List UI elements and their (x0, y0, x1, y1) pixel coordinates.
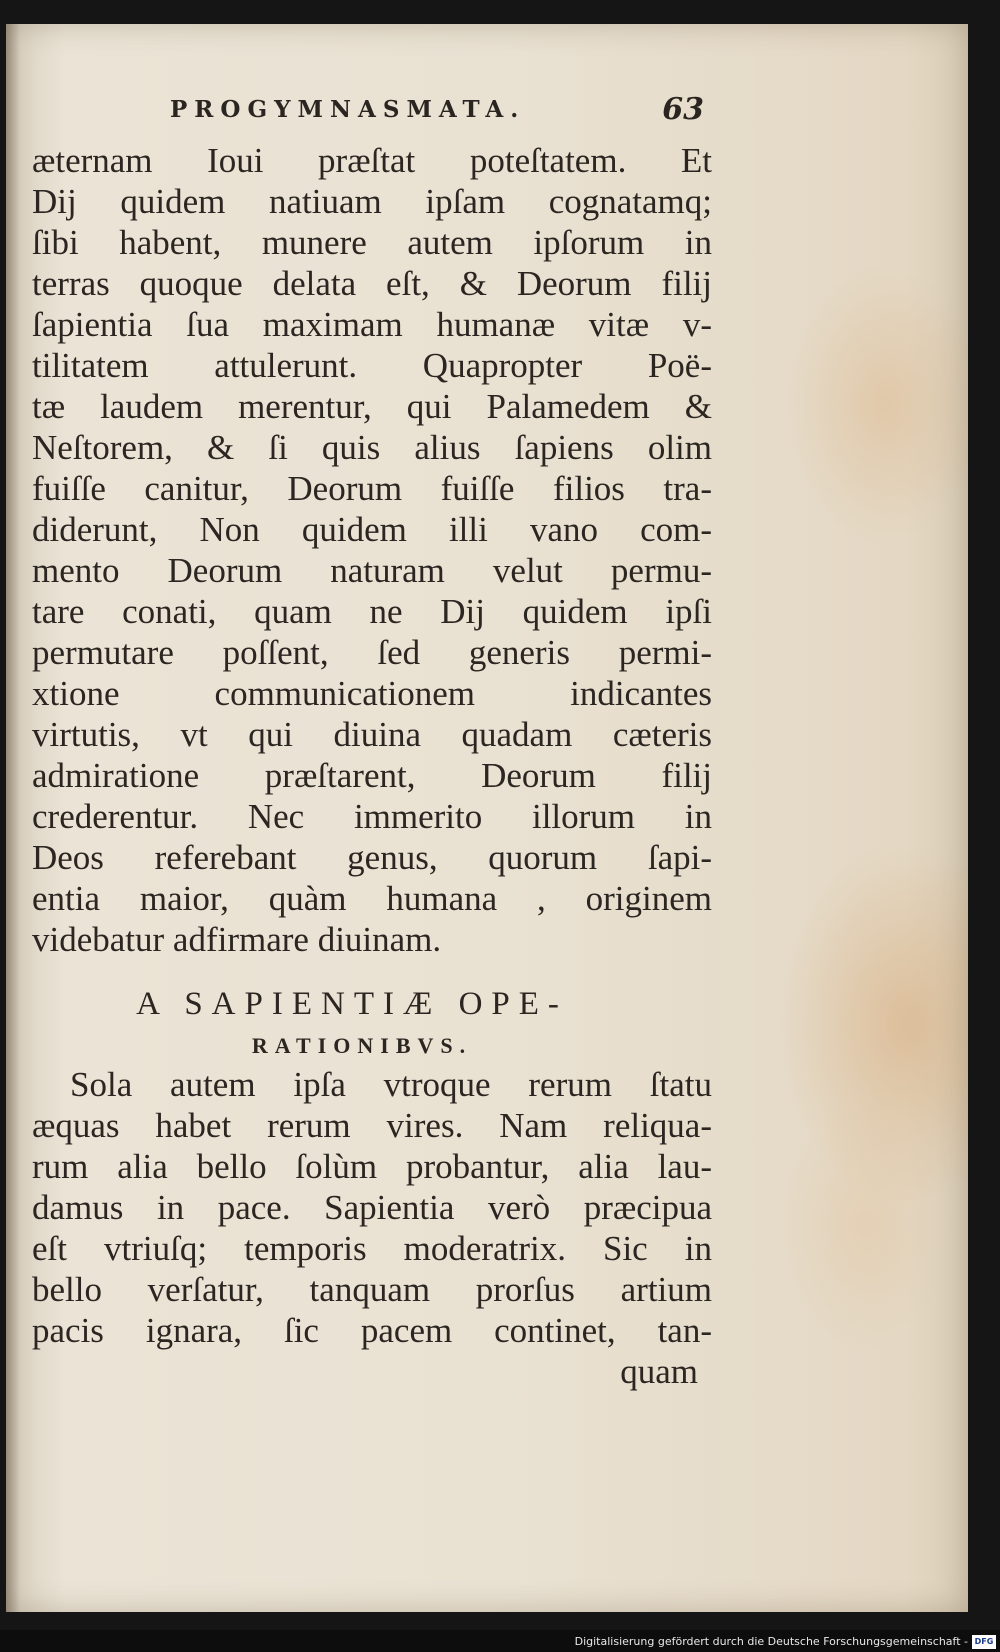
footer-bar (0, 1630, 1000, 1652)
text-line: virtutis, vt qui diuina quadam cæteris (32, 715, 712, 754)
text-line: xtione communicationem indicantes (32, 674, 712, 713)
text-line: ſibi habent, munere autem ipſorum in (32, 223, 712, 262)
text-line: bello verſatur, tanquam prorſus artium (32, 1270, 712, 1309)
running-head (170, 92, 730, 130)
text-line: permutare poſſent, ſed generis permi- (32, 633, 712, 672)
text-line: æquas habet rerum vires. Nam reliqua- (32, 1106, 712, 1145)
text-line: Neſtorem, & ſi quis alius ſapiens olim (32, 428, 712, 467)
dfg-logo-icon: DFG (972, 1635, 996, 1649)
text-line: videbatur adfirmare diuinam. (32, 920, 442, 959)
text-line: tæ laudem merentur, qui Palamedem & (32, 387, 712, 426)
text-line: mento Deorum naturam velut permu- (32, 551, 712, 590)
text-line: Sola autem ipſa vtroque rerum ſtatu (70, 1065, 712, 1104)
text-line: Dij quidem natiuam ipſam cognatamq; (32, 182, 712, 221)
text-line: damus in pace. Sapientia verò præcipua (32, 1188, 712, 1227)
running-head-title: PROGYMNASMATA. (170, 96, 526, 123)
funding-credit: Digitalisierung gefördert durch die Deutsche Forschungsgemeinschaft - (574, 1635, 968, 1648)
catchword: quam (620, 1352, 698, 1391)
text-line: tilitatem attulerunt. Quapropter Poë- (32, 346, 712, 385)
page-number: 63 (662, 92, 704, 127)
text-line: admiratione præſtarent, Deorum filij (32, 756, 712, 795)
text-line: diderunt, Non quidem illi vano com- (32, 510, 712, 549)
text-line: terras quoque delata eſt, & Deorum filij (32, 264, 712, 303)
text-line: ſapientia ſua maximam humanæ vitæ v- (32, 305, 712, 344)
text-line: tare conati, quam ne Dij quidem ipſi (32, 592, 712, 631)
text-line: eſt vtriuſq; temporis moderatrix. Sic in (32, 1229, 712, 1268)
text-line: æternam Ioui præſtat poteſtatem. Et (32, 141, 712, 180)
text-line: Deos referebant genus, quorum ſapi- (32, 838, 712, 877)
text-line: rum alia bello ſolùm probantur, alia lau- (32, 1147, 712, 1186)
text-line: pacis ignara, ſic pacem continet, tan- (32, 1311, 712, 1350)
text-line: fuiſſe canitur, Deorum fuiſſe filios tra- (32, 469, 712, 508)
section-subheading: RATIONIBVS. (251, 1033, 473, 1058)
text-block (32, 140, 712, 1392)
text-line: entia maior, quàm humana , originem (32, 879, 712, 918)
gutter-shadow (6, 24, 20, 1612)
text-line: crederentur. Nec immerito illorum in (32, 797, 712, 836)
section-heading: A SAPIENTIÆ OPE- (136, 986, 568, 1022)
